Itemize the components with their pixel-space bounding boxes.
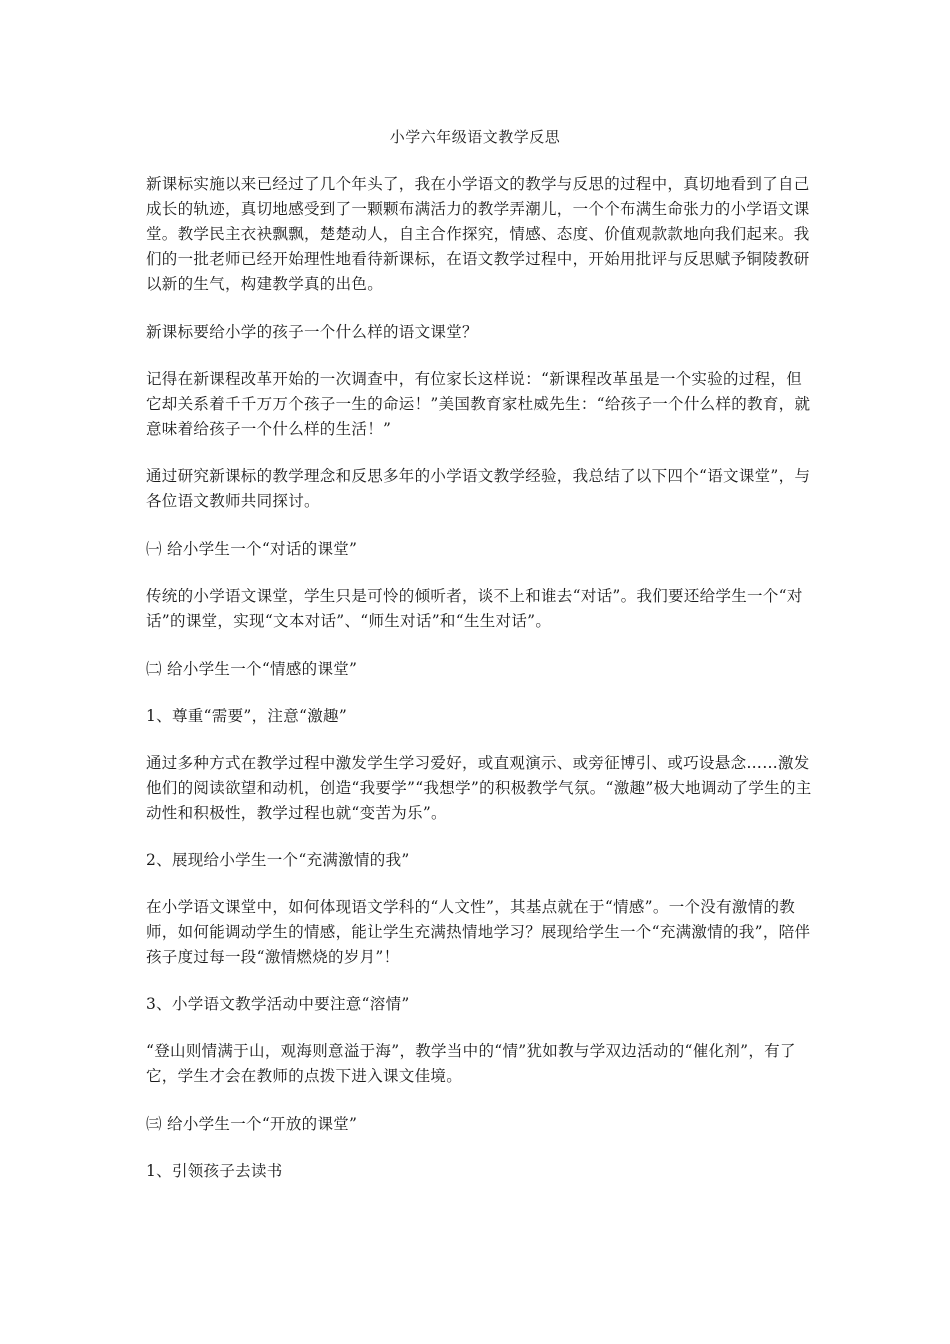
paragraph-summary: 通过研究新课标的教学理念和反思多年的小学语文教学经验，我总结了以下四个“语文课堂”，与各位语文教师共同探讨。 [146, 467, 811, 510]
subheading-needs: 1、尊重“需要”，注意“激趣” [146, 707, 348, 725]
paragraph-survey: 记得在新课程改革开始的一次调查中，有位家长这样说：“新课程改革虽是一个实验的过程，但它却关系着千千万万个孩子一生的命运！”美国教育家杜威先生：“给孩子一个什么样的教育，就意味着给孩子一个什么样的生活！” [146, 370, 811, 438]
subheading-reading: 1、引领孩子去读书 [146, 1162, 283, 1180]
paragraph-needs: 通过多种方式在教学过程中激发学生学习爱好，或直观演示、或旁征博引、或巧设悬念……激发他们的阅读欲望和动机，创造“我要学”“我想学”的积极教学气氛。“激趣”极大地调动了学生的主动性和积极性，教学过程也就“变苦为乐”。 [146, 754, 812, 822]
paragraph-passion: 在小学语文课堂中，如何体现语文学科的“人文性”，其基点就在于“情感”。一个没有激情的教师，如何能调动学生的情感，能让学生充满热情地学习？展现给学生一个“充满激情的我”，陪伴孩子度过每一段“激情燃烧的岁月”！ [146, 898, 811, 966]
section-heading-open: ㈢ 给小学生一个“开放的课堂” [146, 1115, 358, 1133]
subheading-feeling: 3、小学语文教学活动中要注意“溶情” [146, 995, 410, 1013]
subheading-passion: 2、展现给小学生一个“充满激情的我” [146, 851, 410, 869]
section-heading-dialogue: ㈠ 给小学生一个“对话的课堂” [146, 540, 358, 558]
paragraph-intro: 新课标实施以来已经过了几个年头了，我在小学语文的教学与反思的过程中，真切地看到了自己成长的轨迹，真切地感受到了一颗颗布满活力的教学弄潮儿，一个个布满生命张力的小学语文课堂。教学民主衣袂飘飘，楚楚动人，自主合作探究，情感、态度、价值观款款地向我们起来。我们的一批老师已经开始理性地看待新课标，在语文教学过程中，开始用批评与反思赋予铜陵教研以新的生气，构建教学真的出色。 [146, 175, 810, 293]
document-title: 小学六年级语文教学反思 [389, 128, 561, 146]
paragraph-feeling: “登山则情满于山，观海则意溢于海”，教学当中的“情”犹如教与学双边活动的“催化剂”，有了它，学生才会在教师的点拨下进入课文佳境。 [146, 1042, 796, 1085]
section-heading-emotion: ㈡ 给小学生一个“情感的课堂” [146, 660, 358, 678]
paragraph-dialogue: 传统的小学语文课堂，学生只是可怜的倾听者，谈不上和谁去“对话”。我们要还给学生一个“对话”的课堂，实现“文本对话”、“师生对话”和“生生对话”。 [146, 587, 803, 630]
paragraph-question: 新课标要给小学的孩子一个什么样的语文课堂？ [146, 323, 478, 341]
